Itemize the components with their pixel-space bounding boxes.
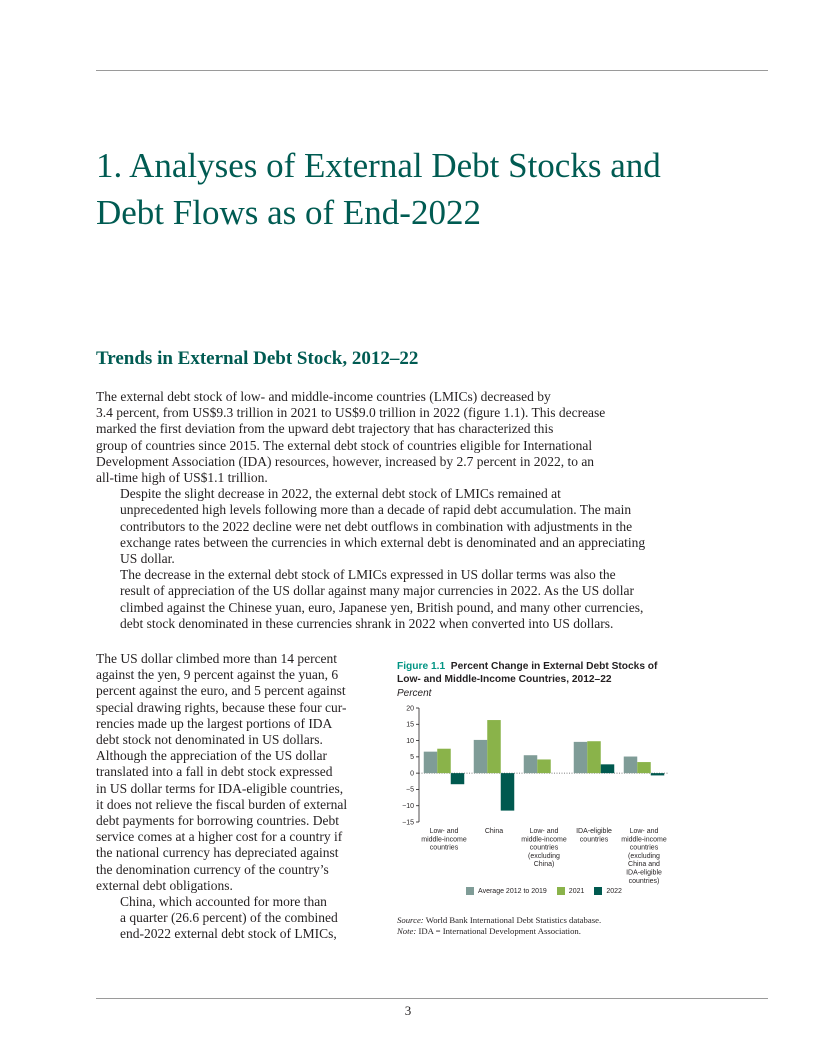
header-rule	[96, 70, 768, 71]
legend-swatch	[557, 887, 565, 895]
legend-swatch	[466, 887, 474, 895]
y-tick-label: 15	[406, 721, 414, 729]
legend-label: 2021	[568, 887, 585, 895]
x-category-label: China	[484, 828, 504, 836]
text-line: Development Association (IDA) resources, however, increased by 2.7 percent in 2022, to an	[96, 453, 595, 469]
x-category-label: middle-income	[621, 836, 667, 844]
bar	[487, 720, 501, 773]
x-category-label: Low- and	[429, 828, 459, 836]
bar	[474, 740, 488, 773]
x-category-label: middle-income	[521, 836, 567, 844]
bar	[424, 752, 438, 773]
bar	[587, 741, 601, 773]
body-text-full-width	[96, 389, 676, 632]
bar	[574, 742, 588, 773]
y-tick-label: 20	[406, 705, 414, 713]
x-category-label: countries	[579, 836, 609, 844]
figure-1-1	[397, 661, 677, 937]
bar	[437, 749, 451, 773]
legend-swatch	[594, 887, 602, 895]
text-line: debt stock denominated in these currencies shrank in 2022 when converted into US dollars.	[120, 615, 614, 631]
y-tick-label: −5	[406, 786, 414, 794]
text-line: external debt obligations.	[96, 877, 233, 893]
figure-source	[397, 915, 677, 926]
legend-label: 2022	[606, 887, 622, 895]
figure-title-text: Percent Change in External Debt Stocks of Low- and Middle-Income Countries, 2012–22	[397, 661, 658, 685]
bar	[451, 773, 465, 784]
x-category-label: countries)	[628, 877, 660, 885]
bar	[501, 773, 515, 810]
x-category-label: Low- and	[629, 828, 659, 836]
text-line: special drawing rights, because these four cur-	[96, 699, 347, 715]
text-line: debt stock not denominated in US dollars.	[96, 732, 323, 748]
text-line: percent against the euro, and 5 percent against	[96, 683, 346, 699]
text-line: The US dollar climbed more than 14 percent	[96, 651, 338, 666]
text-line: 3.4 percent, from US$9.3 trillion in 2021 to US$9.0 trillion in 2022 (figure 1.1). This decrease	[96, 405, 606, 421]
text-line: a quarter (26.6 percent) of the combined	[120, 910, 338, 926]
x-category-label: countries	[629, 844, 659, 852]
text-line: all-time high of US$1.1 trillion.	[96, 470, 268, 486]
paragraph	[96, 894, 376, 943]
figure-number: Figure 1.1	[397, 661, 446, 672]
note-text: IDA = International Development Association.	[418, 926, 581, 937]
paragraph	[96, 389, 676, 486]
section-heading: Trends in External Debt Stock, 2012–22	[96, 348, 419, 369]
text-line: end-2022 external debt stock of LMICs,	[120, 926, 337, 942]
text-line: Although the appreciation of the US dollar	[96, 748, 327, 764]
paragraph	[96, 567, 676, 632]
bar	[524, 755, 538, 773]
bar	[601, 765, 615, 774]
text-line: against the yen, 9 percent against the yuan, 6	[96, 667, 339, 683]
text-line: in US dollar terms for IDA-eligible countries,	[96, 780, 344, 796]
legend-item	[466, 887, 547, 895]
text-line: climbed against the Chinese yuan, euro, Japanese yen, British pound, and many other currencies,	[120, 599, 644, 615]
text-line: China, which accounted for more than	[120, 894, 327, 910]
text-line: the denomination currency of the country’s	[96, 861, 329, 877]
text-line: debt payments for borrowing countries. Debt	[96, 813, 339, 829]
chart-legend	[397, 887, 677, 895]
text-line: The decrease in the external debt stock of LMICs expressed in US dollar terms was also the	[120, 567, 616, 583]
figure-units-label: Percent	[397, 688, 432, 700]
text-line: The external debt stock of low- and middle-income countries (LMICs) decreased by	[96, 389, 551, 404]
figure-notes	[397, 915, 677, 937]
figure-title	[397, 661, 677, 686]
text-line: translated into a fall in debt stock expressed	[96, 764, 333, 780]
text-line: marked the first deviation from the upward debt trajectory that has characterized this	[96, 421, 554, 437]
text-line: rencies made up the largest portions of IDA	[96, 715, 333, 731]
y-tick-label: −15	[402, 819, 414, 827]
legend-label: Average 2012 to 2019	[478, 887, 547, 895]
text-line: exchange rates between the currencies in which external debt is denominated and an appreciating	[120, 534, 646, 550]
text-line: Despite the slight decrease in 2022, the external debt stock of LMICs remained at	[120, 486, 561, 502]
y-tick-label: 0	[410, 770, 414, 778]
text-line: service comes at a higher cost for a country if	[96, 829, 343, 845]
paragraph	[96, 486, 676, 567]
figure-note	[397, 926, 677, 937]
x-category-label: IDA-eligible	[576, 828, 612, 836]
x-category-label: (excluding	[628, 853, 660, 861]
bar	[651, 773, 665, 775]
x-category-label: IDA-eligible	[626, 869, 662, 877]
y-tick-label: 10	[406, 738, 414, 746]
x-category-label: countries	[529, 844, 559, 852]
paragraph	[96, 651, 376, 894]
legend-item	[557, 887, 585, 895]
x-category-label: (excluding	[528, 853, 560, 861]
footer-rule	[96, 998, 768, 999]
bar-chart	[397, 700, 677, 885]
text-line: contributors to the 2022 decline were net debt outflows in combination with adjustments in the	[120, 518, 633, 534]
text-line: unprecedented high levels following more than a decade of rapid debt accumulation. The main	[120, 502, 632, 518]
bar	[624, 757, 638, 774]
note-label: Note:	[397, 926, 417, 937]
legend-item	[594, 887, 622, 895]
text-line: the national currency has depreciated against	[96, 845, 339, 861]
source-text: World Bank International Debt Statistics database.	[425, 915, 602, 926]
chapter-title: 1. Analyses of External Debt Stocks and Debt Flows as of End-2022	[96, 146, 661, 232]
text-line: US dollar.	[120, 551, 175, 567]
y-tick-label: −10	[402, 803, 414, 811]
x-category-label: China and	[628, 861, 660, 869]
x-category-label: Low- and	[529, 828, 559, 836]
bar	[637, 762, 651, 773]
page-number: 3	[404, 1003, 412, 1018]
x-category-label: middle-income	[421, 836, 467, 844]
y-tick-label: 5	[410, 754, 414, 762]
bar	[537, 760, 551, 774]
body-text-left-column	[96, 651, 376, 943]
x-category-label: countries	[429, 844, 459, 852]
source-label: Source:	[397, 915, 424, 926]
x-category-label: China)	[533, 861, 555, 869]
text-line: group of countries since 2015. The external debt stock of countries eligible for International	[96, 437, 593, 453]
text-line: result of appreciation of the US dollar against many major currencies in 2022. As the US dollar	[120, 583, 634, 599]
text-line: it does not relieve the fiscal burden of external	[96, 796, 348, 812]
